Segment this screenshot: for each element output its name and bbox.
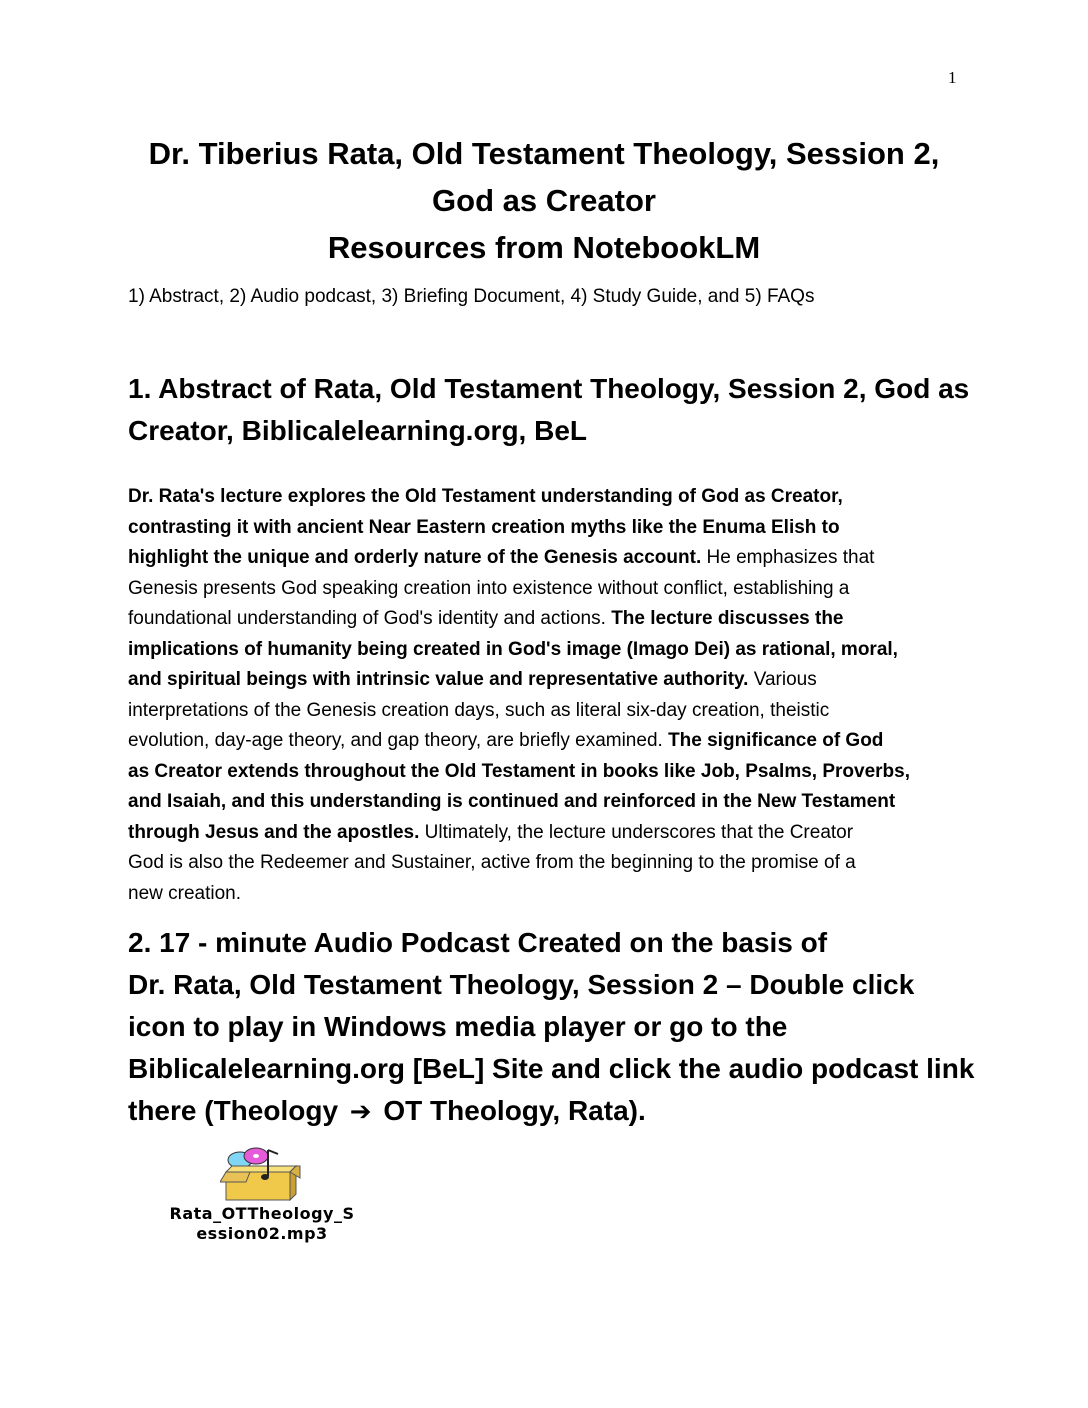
- abstract-bold-text: as Creator extends throughout the Old Testament in books like Job, Psalms, Proverbs,: [128, 760, 910, 782]
- abstract-text: Various: [748, 669, 817, 690]
- right-arrow-icon: ➔: [349, 1096, 372, 1126]
- podcast-heading-line-1: 2. 17 - minute Audio Podcast Created on the basis of: [128, 927, 828, 958]
- abstract-text: evolution, day-age theory, and gap theory, are briefly examined.: [128, 730, 669, 751]
- audio-file-name[interactable]: [128, 1204, 396, 1244]
- title-line-3: Resources from NotebookLM: [327, 230, 761, 265]
- document-title: [100, 130, 988, 271]
- page-number: 1: [948, 68, 957, 87]
- audio-file-attachment[interactable]: [128, 1146, 396, 1244]
- audio-file-name-line-2: ession02.mp3: [196, 1224, 328, 1243]
- abstract-text: foundational understanding of God's identity and actions.: [128, 608, 612, 629]
- abstract-line: [128, 787, 968, 818]
- audio-package-icon[interactable]: [220, 1146, 304, 1202]
- abstract-line: [128, 726, 968, 757]
- abstract-line: [128, 604, 968, 635]
- audio-file-name-line-1: Rata_OTTheology_S: [169, 1204, 355, 1223]
- abstract-bold-text: implications of humanity being created in God's image (Imago Dei) as rational, moral,: [128, 638, 898, 660]
- abstract-line: [128, 543, 968, 574]
- audio-podcast-heading: [128, 922, 988, 1132]
- title-line-1: Dr. Tiberius Rata, Old Testament Theology, Session 2,: [148, 136, 940, 171]
- podcast-heading-line-5: [128, 1090, 988, 1132]
- podcast-heading-line-2: Dr. Rata, Old Testament Theology, Session 2 – Double click: [128, 969, 915, 1000]
- abstract-line: [128, 665, 968, 696]
- abstract-bold-text: and Isaiah, and this understanding is continued and reinforced in the New Testament: [128, 791, 896, 812]
- abstract-heading: [128, 368, 968, 452]
- contents-list: 1) Abstract, 2) Audio podcast, 3) Briefing Document, 4) Study Guide, and 5) FAQs: [128, 286, 815, 307]
- podcast-heading-line-5-start: there (Theology: [128, 1095, 346, 1126]
- abstract-bold-text: The lecture discusses the: [611, 608, 844, 629]
- abstract-text: Genesis presents God speaking creation into existence without conflict, establishing a: [128, 577, 850, 599]
- abstract-heading-line-2: Creator, Biblicalelearning.org, BeL: [128, 415, 588, 446]
- abstract-heading-line-1: 1. Abstract of Rata, Old Testament Theology, Session 2, God as: [128, 373, 970, 404]
- podcast-heading-line-4: Biblicalelearning.org [BeL] Site and click the audio podcast link: [128, 1053, 975, 1084]
- abstract-line: [128, 635, 968, 666]
- abstract-text: God is also the Redeemer and Sustainer, active from the beginning to the promise of a: [128, 852, 856, 873]
- abstract-bold-text: and spiritual beings with intrinsic value and representative authority.: [128, 669, 749, 690]
- abstract-text: interpretations of the Genesis creation days, such as literal six-day creation, theistic: [128, 699, 830, 721]
- abstract-bold-text: Dr. Rata's lecture explores the Old Testament understanding of God as Creator,: [128, 486, 843, 507]
- abstract-line: [128, 879, 968, 910]
- podcast-heading-line-3: icon to play in Windows media player or go to the: [128, 1011, 788, 1042]
- abstract-bold-text: highlight the unique and orderly nature of the Genesis account.: [128, 547, 702, 568]
- abstract-bold-text: contrasting it with ancient Near Eastern creation myths like the Enuma Elish to: [128, 516, 840, 538]
- podcast-heading-line-5-end: OT Theology, Rata).: [375, 1095, 646, 1126]
- abstract-line: [128, 574, 968, 605]
- abstract-line: [128, 757, 968, 788]
- abstract-line: [128, 848, 968, 879]
- abstract-line: [128, 482, 968, 513]
- abstract-bold-text: through Jesus and the apostles.: [128, 821, 420, 843]
- abstract-line: [128, 696, 968, 727]
- abstract-bold-text: The significance of God: [668, 730, 884, 751]
- abstract-line: [128, 513, 968, 544]
- abstract-line: [128, 818, 968, 849]
- abstract-text: He emphasizes that: [701, 547, 875, 568]
- title-line-2: God as Creator: [432, 183, 656, 218]
- abstract-text: new creation.: [128, 882, 242, 904]
- abstract-text: Ultimately, the lecture underscores that the Creator: [419, 821, 854, 843]
- abstract-paragraph: [128, 482, 968, 909]
